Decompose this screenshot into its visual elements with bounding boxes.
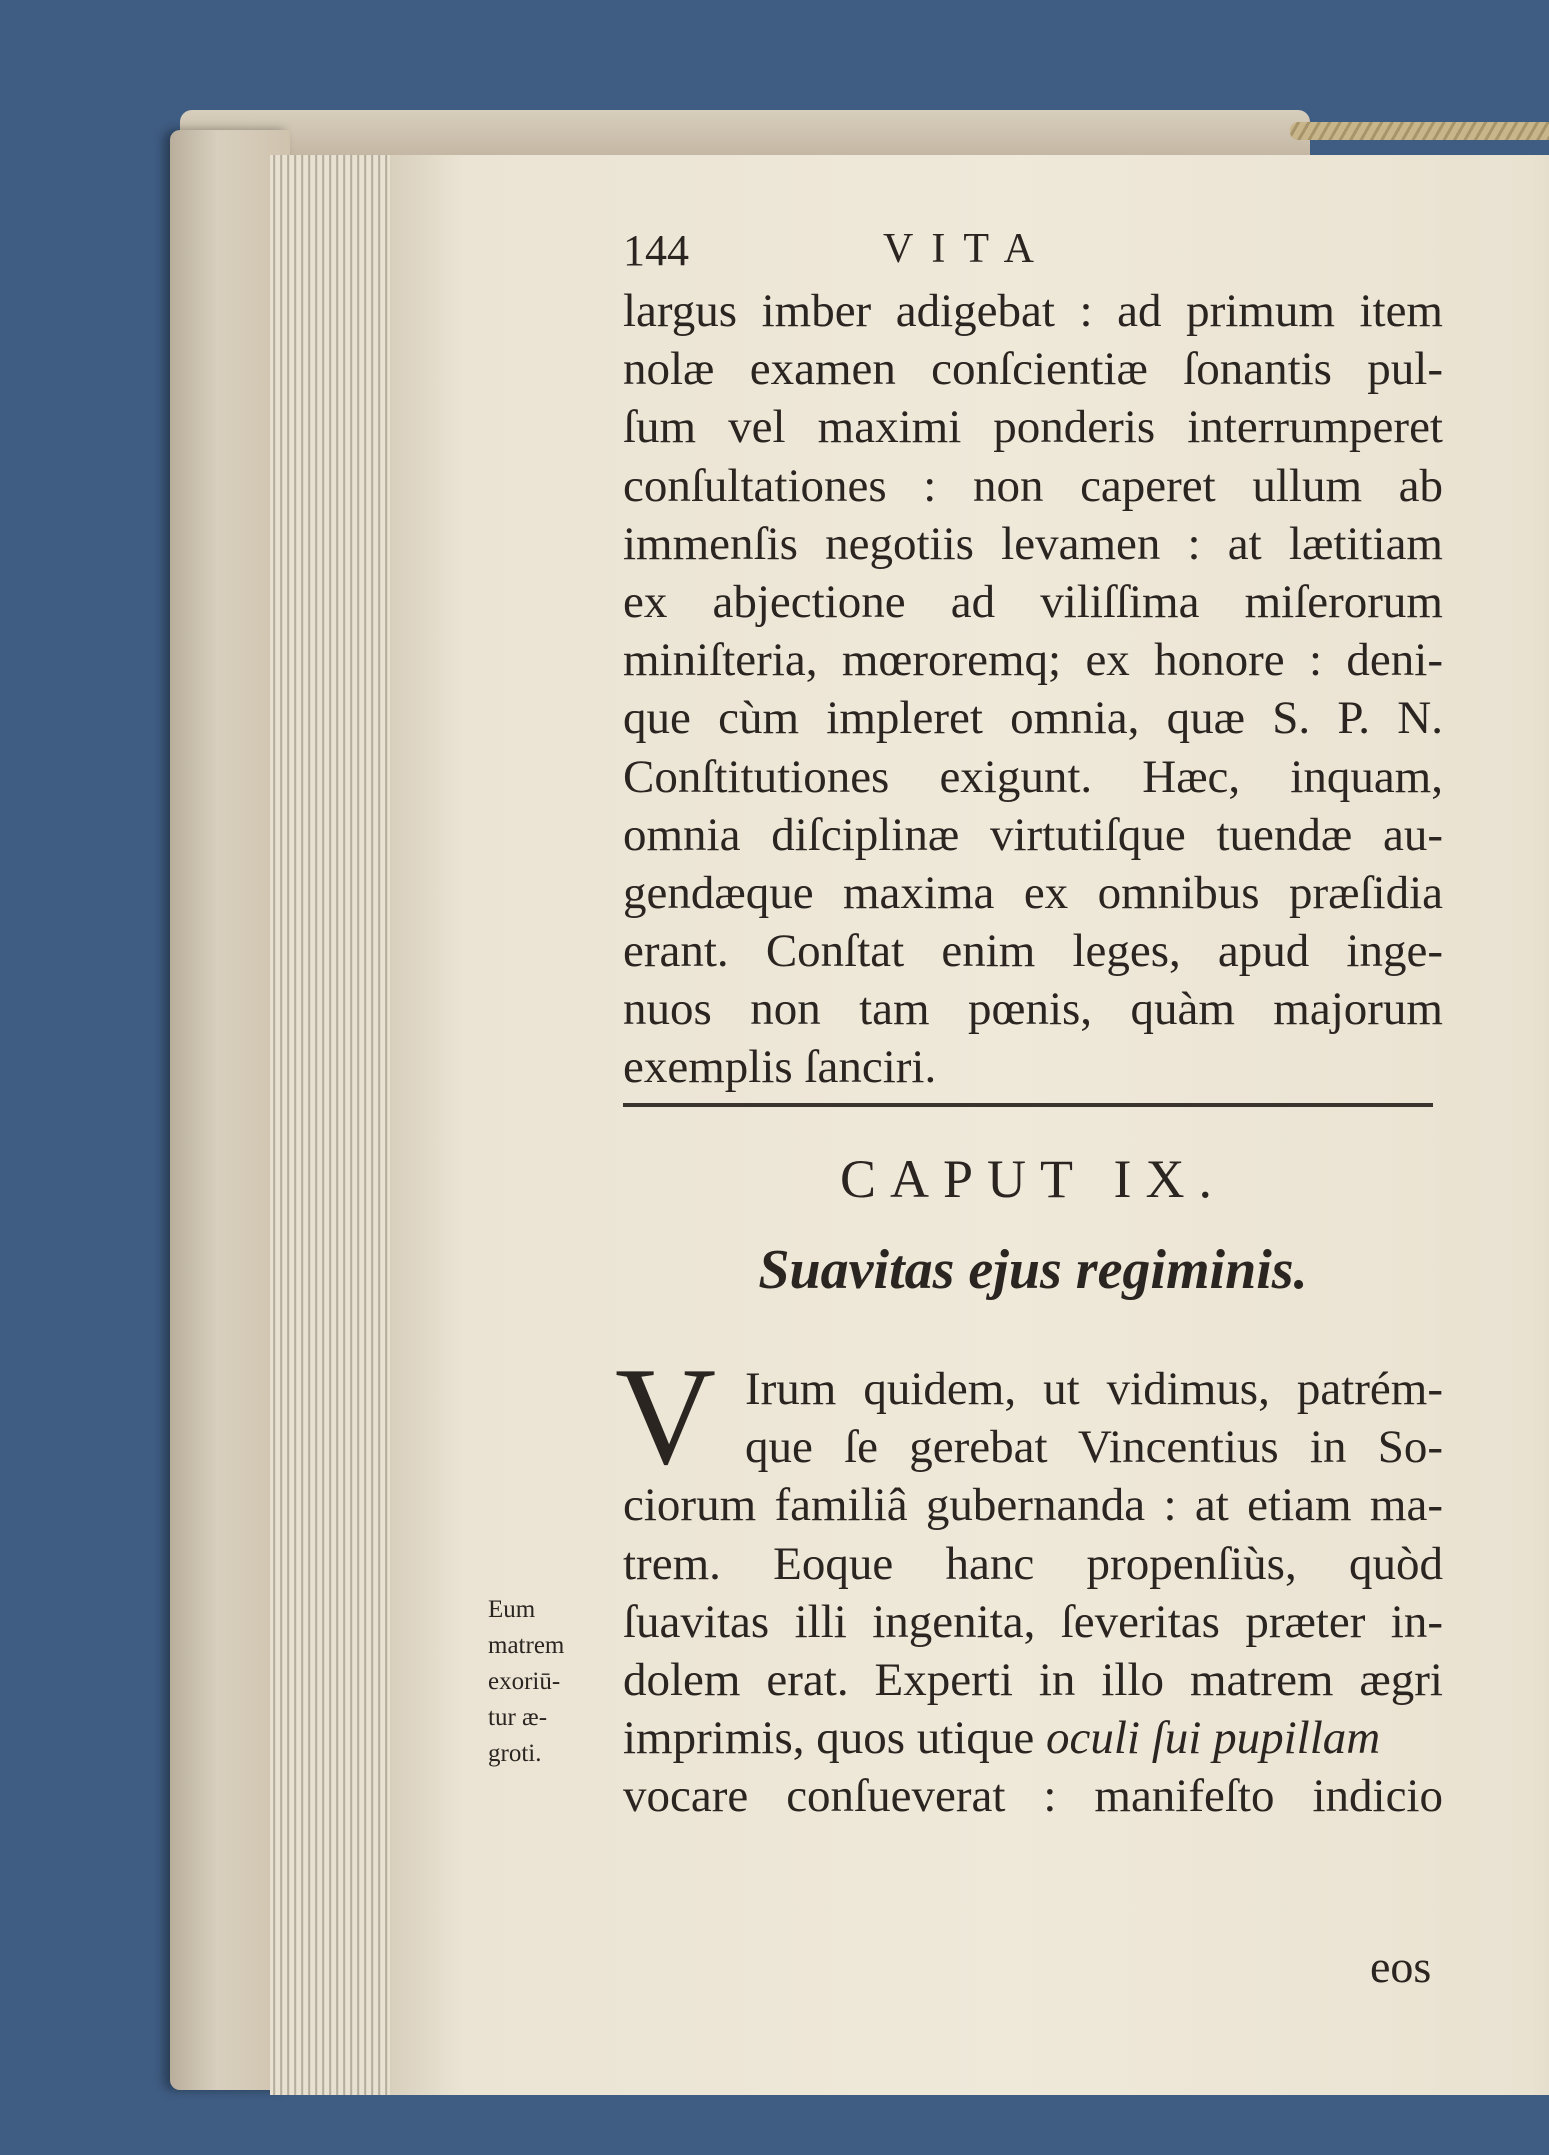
text-line: que ſe gerebat Vincentius in So- bbox=[745, 1421, 1443, 1474]
text-line: nuos non tam pœnis, quàm majorum bbox=[623, 983, 1443, 1036]
margin-note-line: matrem bbox=[488, 1632, 565, 1659]
paragraph-2 bbox=[615, 1339, 1443, 1826]
page-stack bbox=[270, 155, 390, 2095]
chapter-rule bbox=[623, 1103, 1433, 1107]
text-line: immenſis negotiis levamen : at lætitiam bbox=[623, 517, 1443, 570]
text-line: Irum quidem, ut vidimus, patrém- bbox=[745, 1363, 1443, 1415]
text-line: miniſteria, mœroremq; ex honore : deni- bbox=[623, 634, 1443, 687]
running-head: VITA bbox=[883, 226, 1052, 272]
text-line: erant. Conſtat enim leges, apud inge- bbox=[623, 925, 1443, 978]
text-line: ſum vel maximi ponderis interrumperet bbox=[623, 401, 1443, 454]
chapter-title: CAPUT IX. bbox=[839, 1149, 1227, 1209]
text-line: gendæque maxima ex omnibus præſidia bbox=[623, 866, 1443, 919]
margin-note-line: Eum bbox=[488, 1596, 536, 1623]
text-line: ſuavitas illi ingenita, ſeveritas præter in- bbox=[623, 1595, 1443, 1648]
text-line: ciorum familiâ gubernanda : at etiam ma- bbox=[623, 1479, 1443, 1532]
page-number: 144 bbox=[623, 226, 689, 275]
binding-cord bbox=[1290, 122, 1549, 140]
margin-note bbox=[488, 1592, 618, 1772]
catchword: eos bbox=[1370, 1941, 1432, 1992]
text-line: omnia diſciplinæ virtutiſque tuendæ au- bbox=[623, 808, 1443, 861]
margin-note-line: exoriū- bbox=[488, 1668, 561, 1695]
text-line: trem. Eoque hanc propenſiùs, quòd bbox=[623, 1537, 1443, 1590]
margin-note-line: groti. bbox=[488, 1740, 542, 1767]
text-line: Conſtitutiones exigunt. Hæc, inquam, bbox=[623, 750, 1443, 803]
book-cover-top bbox=[180, 110, 1310, 155]
text-line: nolæ examen conſcientiæ ſonantis pul- bbox=[623, 343, 1443, 396]
italic-segment: oculi ſui pupillam bbox=[1046, 1712, 1381, 1765]
text-segment: imprimis, quos utique bbox=[623, 1712, 1035, 1765]
text-line-mixed bbox=[623, 1709, 1443, 1767]
text-line: que cùm impleret omnia, quæ S. P. N. bbox=[623, 692, 1443, 745]
margin-note-line: tur æ- bbox=[488, 1704, 548, 1731]
text-line: vocare conſueverat : manifeſto indicio bbox=[623, 1770, 1443, 1823]
text-line: ex abjectione ad viliſſima miſerorum bbox=[623, 575, 1443, 628]
drop-cap: V bbox=[615, 1339, 717, 1494]
paragraph-1 bbox=[623, 282, 1443, 1097]
text-line: exemplis ſanciri. bbox=[623, 1041, 937, 1094]
page-header bbox=[623, 225, 1443, 285]
text-line: largus imber adigebat : ad primum item bbox=[623, 285, 1443, 337]
text-line: conſultationes : non caperet ullum ab bbox=[623, 459, 1443, 512]
text-line: dolem erat. Experti in illo matrem ægri bbox=[623, 1653, 1443, 1706]
chapter-subtitle: Suavitas ejus regiminis. bbox=[758, 1239, 1308, 1301]
